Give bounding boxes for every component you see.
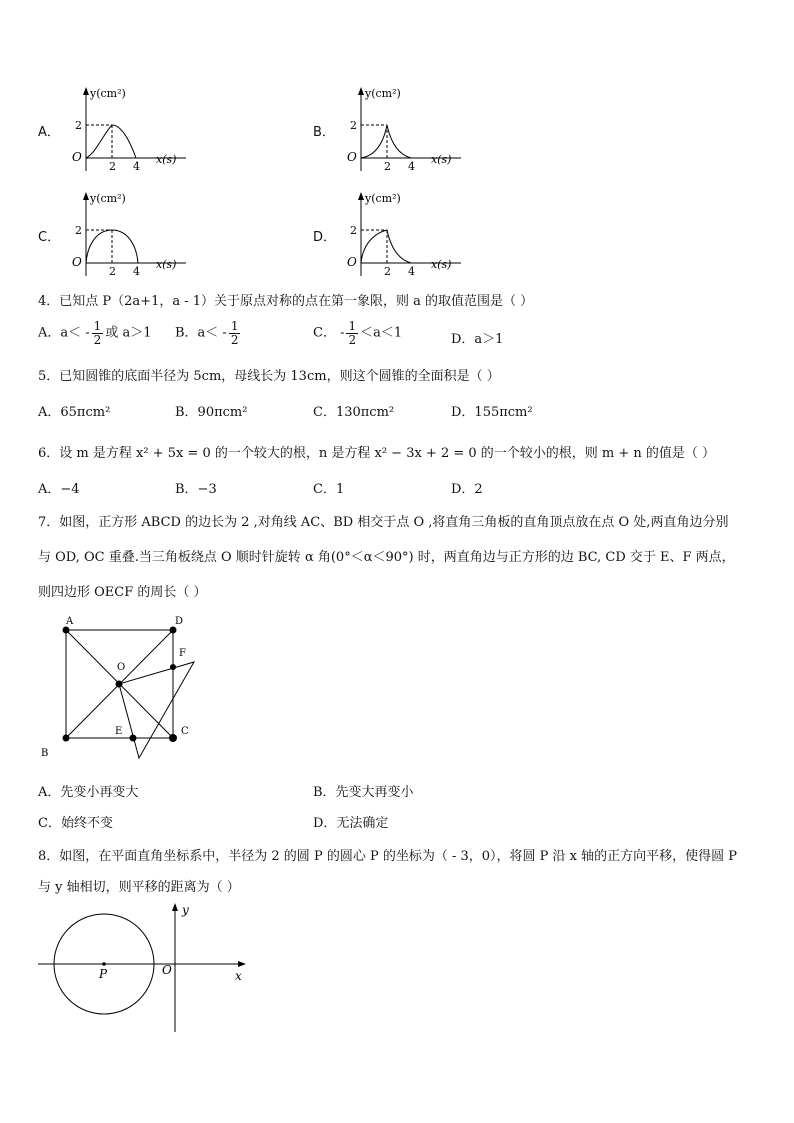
y-axis-label: y(cm²)	[90, 87, 126, 100]
x-tick-4: 4	[408, 160, 415, 173]
x-tick-2: 2	[384, 160, 391, 173]
q4-option-d: D．a＞1	[451, 332, 504, 347]
denominator: 2	[348, 332, 357, 347]
q5-stem: 5．已知圆锥的底面半径为 5cm，母线长为 13cm，则这个圆锥的全面积是（ ）	[38, 369, 500, 384]
q6-option-a: A．−4	[38, 482, 80, 497]
x-axis-label: x(s)	[156, 258, 177, 271]
q4-option-b	[175, 320, 242, 346]
denominator: 2	[230, 332, 239, 347]
q4-option-c	[313, 320, 402, 346]
x-axis-label: x(s)	[431, 258, 452, 271]
x-axis-label: x	[235, 969, 242, 983]
graph-a-plot	[66, 83, 216, 173]
q6-option-c: C．1	[313, 482, 345, 497]
q8-line2: 与 y 轴相切，则平移的距离为（ ）	[38, 880, 240, 895]
label-o: O	[117, 662, 126, 673]
y-tick: 2	[75, 119, 82, 132]
denominator: 2	[93, 332, 102, 347]
q4-option-a	[38, 320, 151, 346]
q6-option-d: D．2	[451, 482, 483, 497]
fraction	[346, 320, 358, 346]
y-axis-label: y(cm²)	[365, 87, 401, 100]
x-axis-label: x(s)	[156, 153, 177, 166]
q5-option-c: C．130πcm²	[313, 405, 395, 420]
q4-stem: 4．已知点 P（2a+1，a - 1）关于原点对称的点在第一象限，则 a 的取值范围是（ ）	[38, 294, 534, 309]
graph-d-plot	[341, 188, 491, 278]
q8-circle-figure	[36, 900, 251, 1035]
x-tick-2: 2	[384, 265, 391, 278]
label-f: F	[179, 648, 186, 659]
y-axis-label: y(cm²)	[365, 192, 401, 205]
x-tick-2: 2	[109, 265, 116, 278]
option-tail: ＜a＜1	[360, 325, 403, 341]
origin-label: O	[72, 255, 82, 269]
x-tick-4: 4	[133, 265, 140, 278]
q7-square-figure	[36, 610, 206, 760]
q7-line2: 与 OD, OC 重叠.当三角板绕点 O 顺时针旋转 α 角(0°＜α＜90°) 时，两直角边与正方形的边 BC, CD 交于 E、F 两点，	[38, 550, 735, 565]
option-label: C．	[38, 230, 61, 245]
numerator: 1	[230, 319, 239, 333]
origin-label: O	[347, 150, 357, 164]
numerator: 1	[93, 319, 102, 333]
y-axis-label: y	[182, 903, 189, 917]
q7-option-d: D．无法确定	[313, 816, 389, 831]
graph-b-plot	[341, 83, 491, 173]
option-label: D．	[313, 230, 337, 245]
y-tick: 2	[350, 119, 357, 132]
x-tick-2: 2	[109, 160, 116, 173]
center-p-label: P	[99, 967, 108, 981]
option-text: C． -	[313, 325, 345, 341]
option-label: B．	[313, 125, 335, 140]
q6-option-b: B．−3	[175, 482, 217, 497]
label-d: D	[175, 616, 184, 627]
option-text: A．a＜ -	[38, 325, 90, 341]
q5-option-d: D．155πcm²	[451, 405, 533, 420]
q8-line1: 8．如图，在平面直角坐标系中，半径为 2 的圆 P 的圆心 P 的坐标为（ - 3，0），将圆 P 沿 x 轴的正方向平移，使得圆 P	[38, 849, 738, 864]
y-tick: 2	[75, 224, 82, 237]
origin-label: O	[347, 255, 357, 269]
option-text: B．a＜ -	[175, 325, 227, 341]
q7-line3: 则四边形 OECF 的周长（ ）	[38, 585, 207, 600]
q5-option-a: A．65πcm²	[38, 405, 111, 420]
label-a: A	[66, 616, 74, 627]
fraction	[92, 320, 104, 346]
origin-label: O	[162, 963, 172, 977]
origin-label: O	[72, 150, 82, 164]
label-c: C	[181, 726, 189, 737]
numerator: 1	[348, 319, 357, 333]
y-tick: 2	[350, 224, 357, 237]
label-e: E	[115, 726, 123, 737]
q6-stem: 6．设 m 是方程 x² + 5x = 0 的一个较大的根，n 是方程 x² − 3x + 2 = 0 的一个较小的根，则 m + n 的值是（ ）	[38, 446, 716, 461]
q5-option-b: B．90πcm²	[175, 405, 248, 420]
q7-option-b: B．先变大再变小	[313, 785, 414, 800]
option-tail: 或 a＞1	[105, 325, 152, 341]
x-axis-label: x(s)	[431, 153, 452, 166]
label-b: B	[41, 748, 49, 759]
x-tick-4: 4	[133, 160, 140, 173]
option-label: A．	[38, 125, 60, 140]
x-tick-4: 4	[408, 265, 415, 278]
fraction	[229, 320, 241, 346]
y-axis-label: y(cm²)	[90, 192, 126, 205]
graph-c-plot	[66, 188, 216, 278]
q7-line1: 7．如图，正方形 ABCD 的边长为 2 ,对角线 AC、BD 相交于点 O ,将直角三角板的直角顶点放在点 O 处,两直角边分别	[38, 515, 729, 530]
q7-option-a: A．先变小再变大	[38, 785, 139, 800]
q7-option-c: C．始终不变	[38, 816, 113, 831]
